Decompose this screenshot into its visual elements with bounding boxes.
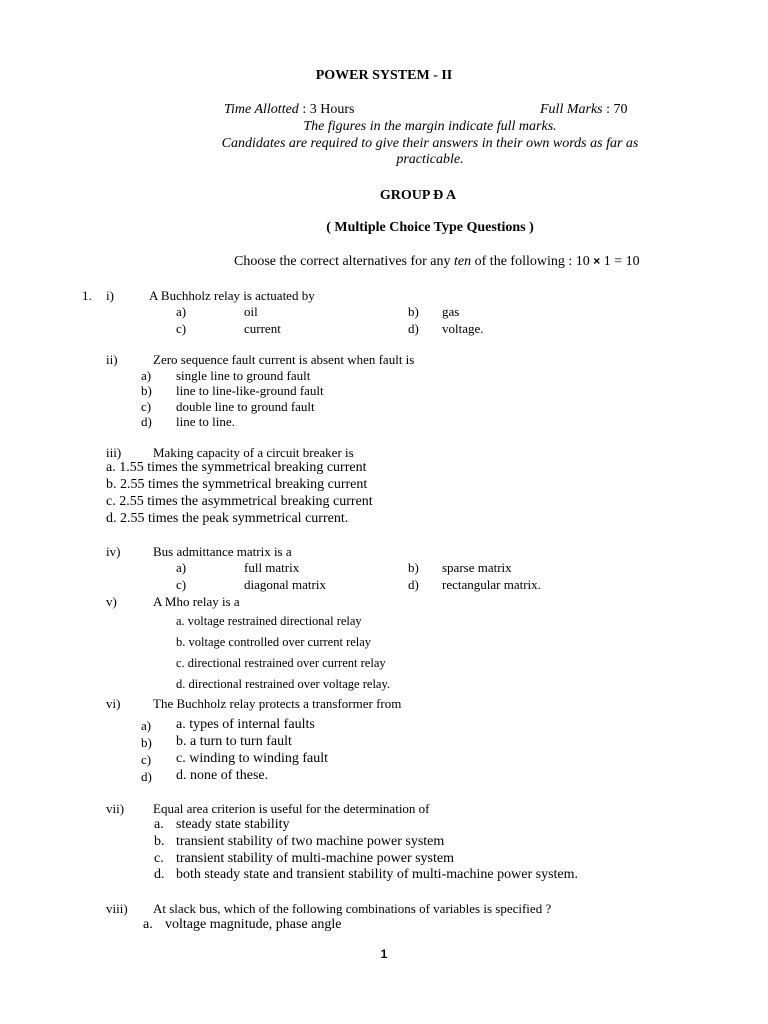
q5-number: v) — [106, 594, 117, 609]
q3-opt-d: d. 2.55 times the peak symmetrical current. — [106, 511, 349, 526]
q8-text: At slack bus, which of the following combinations of variables is specified ? — [153, 901, 552, 916]
q5-opt-c: c. directional restrained over current relay — [176, 656, 386, 670]
margin-note: The figures in the margin indicate full marks. — [303, 119, 557, 134]
q1-opt-a-key: a) — [176, 304, 187, 319]
q4-opt-a: full matrix — [244, 560, 300, 575]
q8-number: viii) — [106, 901, 128, 916]
q6-text: The Buchholz relay protects a transformer from — [153, 696, 402, 711]
q3-opt-a: a. 1.55 times the symmetrical breaking current — [106, 460, 367, 475]
q6-opt-d: d. none of these. — [176, 768, 269, 783]
q7-opt-a-key: a. — [154, 817, 164, 832]
q2-opt-a: single line to ground fault — [176, 368, 311, 383]
q5-text: A Mho relay is a — [153, 594, 240, 609]
candidates-note-cont: practicable. — [396, 152, 464, 167]
q1-opt-c: current — [244, 321, 281, 336]
q4-opt-d-key: d) — [408, 577, 419, 592]
q7-opt-b-key: b. — [154, 834, 165, 849]
q5-opt-d: d. directional restrained over voltage relay. — [176, 677, 391, 691]
group-subtitle: ( Multiple Choice Type Questions ) — [326, 220, 534, 235]
q3-opt-c: c. 2.55 times the asymmetrical breaking current — [106, 494, 373, 509]
instructions — [234, 254, 640, 270]
q2-opt-b-key: b) — [141, 383, 152, 398]
q2-opt-d-key: d) — [141, 414, 152, 429]
q2-opt-b: line to line-like-ground fault — [176, 383, 324, 398]
q1-opt-b-key: b) — [408, 304, 419, 319]
q8-opt-a: voltage magnitude, phase angle — [165, 917, 342, 932]
q3-number: iii) — [106, 445, 122, 460]
q6-opt-b: b. a turn to turn fault — [176, 734, 292, 749]
q4-number: iv) — [106, 544, 121, 559]
q7-opt-a: steady state stability — [176, 817, 290, 832]
q7-opt-b: transient stability of two machine power system — [176, 834, 445, 849]
q4-text: Bus admittance matrix is a — [153, 544, 292, 559]
q2-opt-d: line to line. — [176, 414, 235, 429]
q2-opt-c-key: c) — [141, 399, 152, 414]
q1-text: A Buchholz relay is actuated by — [149, 288, 315, 303]
q1-opt-a: oil — [244, 304, 258, 319]
q2-opt-c: double line to ground fault — [176, 399, 315, 414]
marks-value: : 70 — [602, 102, 628, 117]
q1-opt-d-key: d) — [408, 321, 419, 336]
q2-text: Zero sequence fault current is absent when fault is — [153, 352, 415, 367]
q5-opt-a: a. voltage restrained directional relay — [176, 614, 362, 628]
instr-post: of the following : 10 — [471, 254, 590, 269]
q6-opt-a: a. types of internal faults — [176, 717, 315, 732]
page-number: 1 — [380, 947, 388, 961]
q4-opt-b: sparse matrix — [442, 560, 512, 575]
group-title: GROUP Ð A — [379, 188, 457, 203]
q7-text: Equal area criterion is useful for the determination of — [153, 801, 430, 816]
q4-opt-c: diagonal matrix — [244, 577, 326, 592]
q1-opt-d: voltage. — [442, 321, 484, 336]
marks-label: Full Marks — [540, 102, 603, 117]
q6-opt-b-key: b) — [141, 735, 152, 750]
q3-opt-b: b. 2.55 times the symmetrical breaking current — [106, 477, 368, 492]
exam-title: POWER SYSTEM - II — [315, 68, 453, 83]
q4-opt-a-key: a) — [176, 560, 187, 575]
time-allotted — [224, 102, 354, 118]
instr-pre: Choose the correct alternatives for any — [234, 254, 455, 269]
q6-opt-d-key: d) — [141, 769, 152, 784]
q6-opt-c-key: c) — [141, 752, 152, 767]
q6-number: vi) — [106, 696, 121, 711]
q7-number: vii) — [106, 801, 125, 816]
q4-opt-d: rectangular matrix. — [442, 577, 541, 592]
q7-opt-c-key: c. — [154, 851, 164, 866]
q6-opt-c: c. winding to winding fault — [176, 751, 329, 766]
q7-opt-c: transient stability of multi-machine power system — [176, 851, 454, 866]
q4-opt-b-key: b) — [408, 560, 419, 575]
q6-opt-a-key: a) — [141, 718, 152, 733]
q7-opt-d-key: d. — [154, 867, 165, 882]
q8-opt-a-key: a. — [143, 917, 153, 932]
instr-tail: 1 = 10 — [603, 254, 640, 269]
q2-opt-a-key: a) — [141, 368, 152, 383]
times-sign: × — [593, 254, 601, 268]
q1-opt-c-key: c) — [176, 321, 187, 336]
candidates-note: Candidates are required to give their answers in their own words as far as — [221, 136, 639, 151]
q5-opt-b: b. voltage controlled over current relay — [176, 635, 372, 649]
q4-opt-c-key: c) — [176, 577, 187, 592]
q1-number: i) — [106, 288, 114, 303]
time-value: : 3 Hours — [298, 102, 355, 117]
question-number: 1. — [82, 288, 92, 303]
q1-opt-b: gas — [442, 304, 460, 319]
q7-opt-d: both steady state and transient stability of multi-machine power system. — [176, 867, 579, 882]
instr-em: ten — [454, 254, 472, 269]
q3-text: Making capacity of a circuit breaker is — [153, 445, 354, 460]
time-label: Time Allotted — [224, 102, 299, 117]
full-marks — [540, 102, 628, 118]
q2-number: ii) — [106, 352, 118, 367]
